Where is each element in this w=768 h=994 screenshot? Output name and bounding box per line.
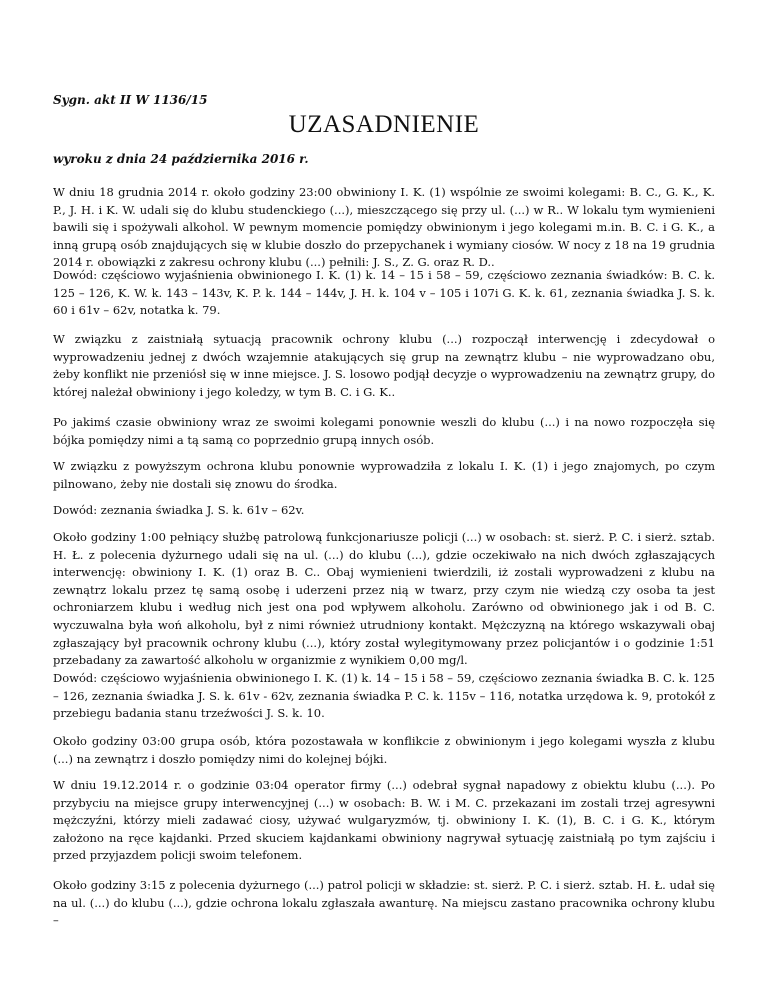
paragraph-evidence-1: Dowód: częściowo wyjaśnienia obwinionego I. K. (1) k. 14 – 15 i 58 – 59, częściowo zeznania świadków: B. C. k. 125 – 126, K. W. k. 143 – 143v, K. P. k. 144 – 144v, J. H. k. 104 v – 105 i 107i G. K. k. 61, zeznania świadka J. S. k. 60 i 61v – 62v, notatka k. 79. (53, 268, 715, 318)
paragraph-second-fight: Po jakimś czasie obwiniony wraz ze swoimi kolegami ponownie weszli do klubu (...) i na nowo rozpoczęła się bójka pomiędzy nimi a tą samą co poprzednio grupą innych osób. (53, 415, 715, 447)
paragraph-alarm-signal: W dniu 19.12.2014 r. o godzinie 03:04 operator firmy (...) odebrał sygnał napadowy z obiektu klubu (...). Po przybyciu na miejsce grupy interwencyjnej (...) w osobach: B. W. i M. C. przekazani im zostali trzej agresywni mężczyźni, którzy mieli zadawać ciosy, używać wulgaryzmów, tj. obwiniony I. K. (1), B. C. i G. K., którym założono na ręce kajdanki. Przed skuciem kajdankami obwiniony nagrywał sytuację zaistniałą po tym zajściu i przed przyjazdem policji swoim telefonem. (53, 778, 715, 863)
paragraph-evidence-3: Dowód: częściowo wyjaśnienia obwinionego I. K. (1) k. 14 – 15 i 58 – 59, częściowo zeznania świadka B. C. k. 125 – 126, zeznania świadka J. S. k. 61v - 62v, zeznania świadka P. C. k. 115v – 116, notatka urzędowa k. 9, protokół z przebiegu badania stanu trzeźwości J. S. k. 10. (53, 671, 715, 721)
paragraph-police-patrol: Około godziny 1:00 pełniący służbę patrolową funkcjonariusze policji (...) w osobach: st. sierż. P. C. i sierż. sztab. H. Ł. z polecenia dyżurnego udali się na ul. (...) do klubu (...), gdzie oczekiwało na nich dwóch zgłaszających interwencję: obwiniony I. K. (1) oraz B. C.. Obaj wymienieni twierdzili, iż zostali wyprowadzeni z klubu na zewnątrz lokalu przez tę samą osobę i uderzeni przez nią w twarz, przy czym nie wiedzą czy osoba ta jest ochroniarzem klubu i według nich jest ona pod wpływem alkoholu. Zarówno od obwinionego jak i od B. C. wyczuwalna była woń alkoholu, był z nimi również utrudniony kontakt. Mężczyzną na którego wskazywali obaj zgłaszający był pracownik ochrony klubu (...), który został wylegitymowany przez policjantów i o godzinie 1:51 przebadany za zawartość alkoholu w organizmie z wynikiem 0,00 mg/l. (53, 530, 715, 668)
document-title: UZASADNIENIE (288, 111, 480, 138)
paragraph-security-intervention: W związku z zaistniałą sytuacją pracownik ochrony klubu (...) rozpoczął interwencję i zdecydował o wyprowadzeniu jednej z dwóch wzajemnie atakujących się grup na zewnątrz klubu – nie wyprowadzano obu, żeby konflikt nie przeniósł się w inne miejsce. J. S. losowo podjął decyzje o wyprowadzeniu na zewnątrz grupy, do której należał obwiniony i jego koledzy, w tym B. C. i G. K.. (53, 332, 715, 399)
paragraph-second-patrol: Około godziny 3:15 z polecenia dyżurnego (...) patrol policji w składzie: st. sierż. P. C. i sierż. sztab. H. Ł. udał się na ul. (...) do klubu (...), gdzie ochrona lokalu zgłaszała awanturę. Na miejscu zastano pracownika ochrony klubu – (53, 878, 715, 928)
judgment-date-subtitle: wyroku z dnia 24 października 2016 r. (53, 152, 309, 166)
paragraph-facts-intro: W dniu 18 grudnia 2014 r. około godziny 23:00 obwiniony I. K. (1) wspólnie ze swoimi kolegami: B. C., G. K., K. P., J. H. i K. W. udali się do klubu studenckiego (...), mieszczącego się przy ul. (...) w R.. W lokalu tym wymienieni bawili się i spożywali alkohol. W pewnym momencie pomiędzy obwinionym i jego kolegami m.in. B. C. i G. K., a inną grupą osób znajdujących się w klubie doszło do przepychanek i wymiany ciosów. W nocy z 18 na 19 grudnia 2014 r. obowiązki z zakresu ochrony klubu (...) pełnili: J. S., Z. G. oraz R. D.. (53, 185, 715, 270)
paragraph-evidence-2: Dowód: zeznania świadka J. S. k. 61v – 62v. (53, 503, 305, 517)
paragraph-removal-again: W związku z powyższym ochrona klubu ponownie wyprowadziła z lokalu I. K. (1) i jego znajomych, po czym pilnowano, żeby nie dostali się znowu do środka. (53, 459, 715, 491)
case-reference: Sygn. akt II W 1136/15 (53, 93, 208, 107)
paragraph-third-fight: Około godziny 03:00 grupa osób, która pozostawała w konflikcie z obwinionym i jego kolegami wyszła z klubu (...) na zewnątrz i doszło pomiędzy nimi do kolejnej bójki. (53, 734, 715, 766)
